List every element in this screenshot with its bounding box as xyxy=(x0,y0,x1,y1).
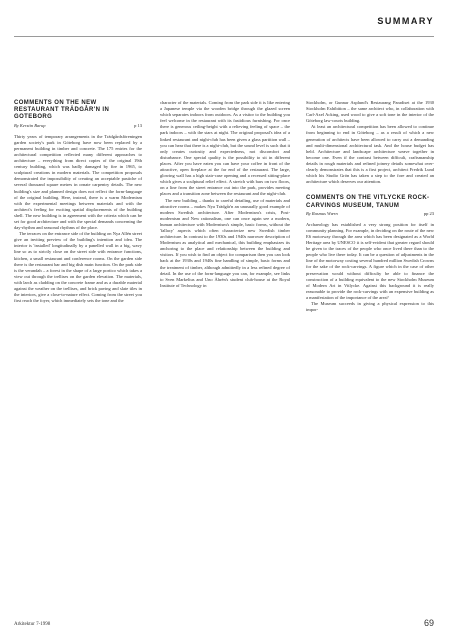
footer-publication: Arkitektur 7-1998 xyxy=(14,622,51,627)
article-1-paragraph: The new building – thanks to careful detailing, use of materials and attractive rooms – makes Nya Trädgår'n an unusually good example of modern Swedish architecture. After Modernism's crisis, Post-modernism and New rationalism, one can once again see a modern, human architecture with Modernism's simple, basic forms, without the 'fallacy' aspects which often characterize new Swedish timber architecture. In contrast to the 1930s and 1940s narrower description of Modernism as analytical and mechanical, this building emphasizes its anchoring to the place and relationship between the building and visitors. If you wish to find an object for comparison then you can look back at the 1930s and 1940s fine handling of simple, basic forms and the treatment of timber, although admittedly in a less refined degree of detail. In the use of the form-language you can, for example, see links to Sven Markelius and Uno Åhrén's student club-house at the Royal Institute of Technology in xyxy=(160,197,290,288)
page-number: 69 xyxy=(423,618,434,628)
article-1-paragraph: character of the materials. Coming from the park side it is like entering a Japanese temple via the wooden bridge through the glazed screen which separates indoors from outdoors. As a visitor to the building you feel welcome in the restaurant with its fastidious furnishing. For once there is generous ceiling-height with a relieving feeling of space – the park indoors – with the stars at night. The original proposal's idea of a linked restaurant and night-club has been given a glass partition wall – you can hear that there is a night-club, but the sound level is such that it only creates curiosity and expectedness, not discomfort and disturbance. One special quality is the possibility to sit in different places. After you have eaten you can have your coffee in front of the attractive, open fireplace at the far end of the restaurant. The large, glowing wall has a high stair-case opening and a recessed sitting-place which gives a sculptural relief effect. A stretch with bars on two floors, on a line from the street entrance out into the park, provides meeting places and a transition zone between the restaurant and the night-club. xyxy=(160,100,290,197)
section-title: SUMMARY xyxy=(377,16,434,26)
column-2 xyxy=(160,100,290,289)
column-3 xyxy=(306,100,434,313)
article-1-page-ref: p 13 xyxy=(134,122,142,128)
article-2-title: COMMENTS ON THE VITLYCKE ROCK-CARVINGS MUSEUM, TANUM xyxy=(306,195,430,209)
article-2-byline xyxy=(306,211,434,217)
article-1-byline xyxy=(14,123,142,129)
article-2-paragraph: Archaeology has established a very strong position for itself in community planning. For example, in deciding on the route of the new E6 motorway through the area which has been designated as a World Heritage area by UNESCO it is self-evident that greater regard should be given to the traces of the people who once lived there than to the people who live there today. It can be a question of adjustments in the line of the motorway costing several hundred million Swedish Crowns for the sake of the rock-carvings. A figure which in the case of other preservation would without difficulty be able to finance the construction of a building equivalent to the new Stockholm Museum of Modern Art in Vitlycke. Against this background it is really reasonable to provide the rock-carvings with an expensive building as a manifestation of the importance of the area? xyxy=(306,221,434,300)
article-1-paragraph: Thirty years of temporary arrangements in the Trädgårdsföreningen garden society's park in Göteborg have now been replaced by a permanent building in timber and concrete. The 175 entries for the architectural competition reflected many different approaches to architecture – everything from direct copies of the original 19th century building, which was badly damaged by fire in 1965, to sculptural creations in modern materials. The competition proposals demonstrated the impossibility of creating an acceptable pastiche of several thousand square metres in ornate carpentry details. The new building's size and planned design does not reflect the form-language of the original building. Here, instead, there is a warm Modernism with the experimental meetings between materials and with the architect's feeling for exciting spatial displacements of the building shell. The new building is in agreement with the criteria which can be set for good architecture and with the special demands concerning the day-rhythm and seasonal rhythms of the place. xyxy=(14,133,142,231)
article-1-paragraph: The terraces on the entrance side of the building on Nya Allén street give an inviting preview of the building's intention and idea. The interior is 'installed' longitudinally by a panelled wall in a big, wavy line so as to strictly close on the street side with entrance functions, kitchen, a small restaurant and conference rooms. On the garden side there is the restaurant bar and big dish main function. On the park side is the verandah – a forest in the shape of a large portico which takes a view out through the trellises on the garden elevation. The materials, with larch as cladding on the concrete frame and as a durable material against the weather on the trellises, and brick paving and slate tiles in the interiors, give a close-to-nature effect. Coming from the street you first reach the foyer, which immediately sets the tone and the xyxy=(14,231,142,304)
article-1-paragraph: At least an architectural competition has been allowed to continue from beginning to end in Göteborg – as a result of which a new generation of architects have been allowed to carry out a demanding and multi-dimensional architectural task. And the house budget has held. Architecture and landscape architecture weave together in become one. Even if the contrast between difficult, craftsmanship details in rough materials and refined joinery details somewhat over-clearly demonstrates that this is a first project, architect Fredrik Lund which his Studio Grön has taken a step to the fore and created an architecture which deserves our attention. xyxy=(306,124,434,185)
article-1-paragraph: Stockholm, or Gunnar Asplund's Restaurang Paradiset at the 1930 Stockholm Exhibition – the same architect who, in collaboration with Carl-Axel Acking, used wood to give a soft tone in the interior of the Göteborg law-courts building. xyxy=(306,100,434,124)
article-2-author: By Rasmus Wærn xyxy=(306,210,338,216)
column-1 xyxy=(14,100,142,304)
article-2-paragraph: The Museum succeeds in giving a physical expression to this impor- xyxy=(306,301,434,313)
article-1-title: COMMENTS ON THE NEW RESTAURANT TRÄDGÅR'N IN GOTEBORG xyxy=(14,100,110,121)
header-divider xyxy=(14,36,434,37)
article-1-author: By Kerstin Barup xyxy=(14,122,46,128)
article-2-page-ref: pp 23 xyxy=(423,210,434,216)
